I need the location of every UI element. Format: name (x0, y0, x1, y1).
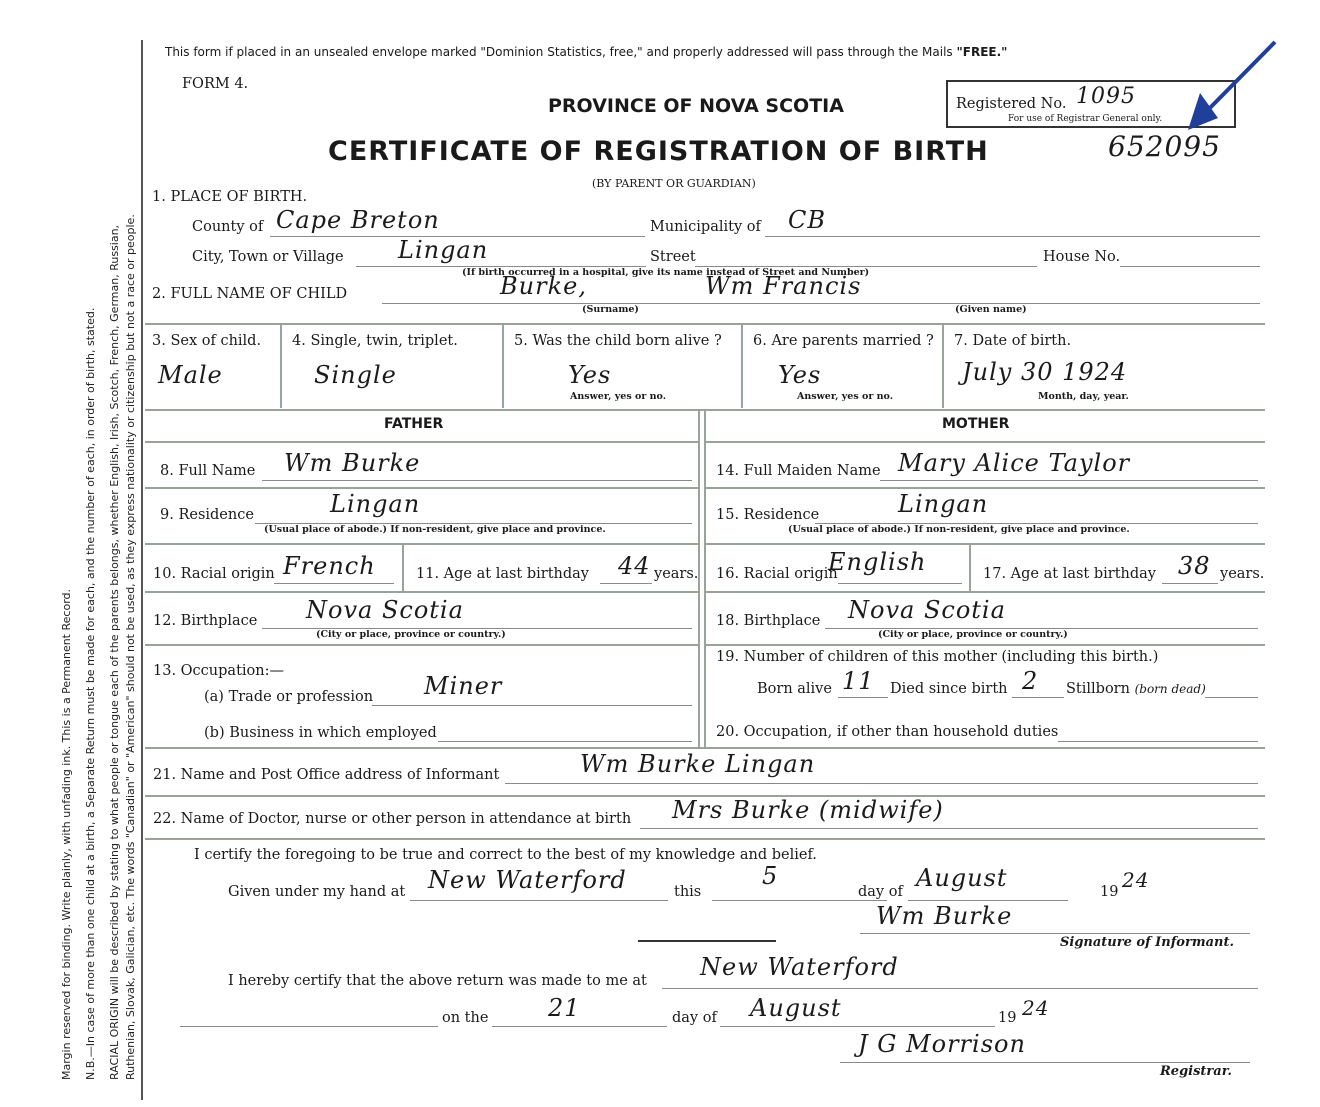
margin-note-racial-origin-cont: Ruthenian, Slovak, Galician, etc. The words "Canadian" or "American" should not be used, as they express nationality or citizenship but not a race or people. (124, 214, 137, 1080)
registrar-month-value: August (750, 994, 842, 1022)
father-business-label: (b) Business in which employed (204, 725, 437, 741)
this-label: this (674, 884, 702, 900)
municipality-label: Municipality of (650, 219, 761, 235)
mail-note (165, 45, 1007, 59)
mother-name-value: Mary Alice Taylor (898, 449, 1131, 477)
born-alive-count-value: 11 (842, 667, 875, 695)
sex-label: 3. Sex of child. (152, 333, 262, 349)
mother-birthplace-value: Nova Scotia (848, 596, 1006, 624)
county-value: Cape Breton (276, 206, 440, 234)
registered-number-label: Registered No. (956, 96, 1067, 112)
hospital-note: (If birth occurred in a hospital, give its name instead of Street and Number) (462, 267, 870, 278)
father-race-value: French (283, 552, 376, 580)
mother-years-label: years. (1220, 566, 1265, 582)
mother-children-label: 19. Number of children of this mother (including this birth.) (716, 649, 1159, 665)
registrar-year-value: 24 (1022, 996, 1050, 1020)
father-abode-caption: (Usual place of abode.) If non-resident, give place and province. (264, 524, 606, 535)
street-label: Street (650, 249, 696, 265)
father-name-value: Wm Burke (284, 449, 421, 477)
registered-number-value: 1095 (1076, 84, 1136, 109)
father-birthplace-caption: (City or place, province or country.) (316, 629, 506, 640)
mother-age-value: 38 (1178, 552, 1211, 580)
section-divider (638, 940, 776, 942)
child-surname-value: Burke, (500, 272, 587, 300)
father-age-label: 11. Age at last birthday (416, 566, 589, 582)
sex-value: Male (158, 361, 223, 389)
municipality-value: CB (788, 206, 826, 234)
child-name-label: 2. FULL NAME OF CHILD (152, 286, 348, 302)
given-caption: (Given name) (955, 304, 1027, 315)
registrar-day-value: 21 (548, 994, 581, 1022)
certify-statement: I certify the foregoing to be true and correct to the best of my knowledge and belief. (194, 847, 817, 863)
registrar-on-the-label: on the (442, 1010, 489, 1026)
certificate-title: CERTIFICATE OF REGISTRATION OF BIRTH (328, 136, 989, 167)
date-of-birth-label: 7. Date of birth. (954, 333, 1072, 349)
given-place-value: New Waterford (428, 866, 627, 894)
date-of-birth-caption: Month, day, year. (1038, 391, 1129, 402)
registrar-note: For use of Registrar General only. (1008, 114, 1163, 124)
stillborn-label (1066, 681, 1206, 697)
child-given-value: Wm Francis (705, 272, 862, 300)
margin-note-racial-origin: RACIAL ORIGIN will be described by stating to what people or tongue each of the parents belongs, whether English, Irish, Scotch, French, German, Russian, (108, 224, 121, 1080)
mother-abode-caption: (Usual place of abode.) If non-resident, give place and province. (788, 524, 1130, 535)
registrar-statement: I hereby certify that the above return was made to me at (228, 973, 647, 989)
mother-heading: MOTHER (942, 416, 1010, 432)
registrar-day-of-label: day of (672, 1010, 717, 1026)
answer-caption-married: Answer, yes or no. (797, 391, 894, 402)
mail-free-text: "FREE." (956, 45, 1008, 59)
father-occupation-label: 13. Occupation:— (153, 663, 284, 679)
surname-caption: (Surname) (582, 304, 639, 315)
stillborn-caption: (born dead) (1134, 682, 1206, 696)
father-trade-value: Miner (424, 672, 503, 700)
mother-residence-label: 15. Residence (716, 507, 820, 523)
mother-race-label: 16. Racial origin (716, 566, 838, 582)
doctor-label: 22. Name of Doctor, nurse or other person in attendance at birth (153, 811, 632, 827)
mail-note-text: This form if placed in an unsealed envelope marked "Dominion Statistics, free," and properly addressed will pass through the Mails (165, 45, 953, 59)
margin-note-multiple-births: N.B.—In case of more than one child at a birth, a Separate Return must be made for each, and the number of each, in order of birth, stated. (84, 307, 97, 1080)
informant-signature-caption: Signature of Informant. (1060, 935, 1234, 950)
given-day-value: 5 (762, 862, 779, 890)
registrar-signature-caption: Registrar. (1160, 1064, 1232, 1079)
mother-occupation-label: 20. Occupation, if other than household duties (716, 724, 1059, 740)
registrar-year-prefix: 19 (998, 1010, 1017, 1026)
province-heading: PROVINCE OF NOVA SCOTIA (548, 95, 844, 117)
county-label: County of (192, 219, 264, 235)
father-trade-label: (a) Trade or profession (204, 689, 374, 705)
father-birthplace-label: 12. Birthplace (153, 613, 258, 629)
certificate-subtitle: (BY PARENT OR GUARDIAN) (592, 177, 756, 190)
margin-note-binding: Margin reserved for binding. Write plainly, with unfading ink. This is a Permanent Record. (60, 589, 73, 1080)
informant-signature: Wm Burke (876, 902, 1013, 930)
born-alive-count-label: Born alive (757, 681, 832, 697)
margin-border (141, 40, 143, 1100)
father-race-label: 10. Racial origin (153, 566, 275, 582)
place-heading: 1. PLACE OF BIRTH. (152, 189, 308, 205)
house-number-label: House No. (1043, 249, 1121, 265)
given-day-of-label: day of (858, 884, 903, 900)
doctor-value: Mrs Burke (midwife) (672, 796, 944, 824)
given-month-value: August (916, 864, 1008, 892)
mother-name-label: 14. Full Maiden Name (716, 463, 881, 479)
given-under-label: Given under my hand at (228, 884, 406, 900)
father-heading: FATHER (384, 416, 444, 432)
stillborn-label-text: Stillborn (1066, 681, 1130, 697)
answer-caption-alive: Answer, yes or no. (570, 391, 667, 402)
died-since-birth-value: 2 (1022, 667, 1039, 695)
mother-residence-value: Lingan (898, 490, 989, 518)
born-alive-label: 5. Was the child born alive ? (514, 333, 722, 349)
father-birthplace-value: Nova Scotia (306, 596, 464, 624)
given-year-value: 24 (1122, 868, 1150, 892)
registrar-place-value: New Waterford (700, 953, 899, 981)
mother-race-value: English (828, 548, 927, 576)
father-residence-label: 9. Residence (160, 507, 254, 523)
parents-married-value: Yes (778, 361, 822, 389)
parents-married-label: 6. Are parents married ? (753, 333, 934, 349)
city-value: Lingan (398, 236, 489, 264)
born-alive-value: Yes (568, 361, 612, 389)
father-years-label: years. (654, 566, 699, 582)
city-label: City, Town or Village (192, 249, 344, 265)
check-arrow-icon (1170, 38, 1280, 138)
single-value: Single (314, 361, 397, 389)
died-since-birth-label: Died since birth (890, 681, 1008, 697)
father-residence-value: Lingan (330, 490, 421, 518)
mother-age-label: 17. Age at last birthday (983, 566, 1156, 582)
mother-birthplace-label: 18. Birthplace (716, 613, 821, 629)
single-label: 4. Single, twin, triplet. (292, 333, 458, 349)
mother-birthplace-caption: (City or place, province or country.) (878, 629, 1068, 640)
form-number: FORM 4. (182, 76, 249, 92)
informant-value: Wm Burke Lingan (580, 750, 816, 778)
binding-margin (0, 0, 142, 1107)
informant-label: 21. Name and Post Office address of Informant (153, 767, 500, 783)
date-of-birth-value: July 30 1924 (962, 358, 1128, 386)
handwritten-number: 652095 (1108, 130, 1221, 163)
registrar-signature: J G Morrison (858, 1030, 1026, 1058)
father-age-value: 44 (618, 552, 651, 580)
given-year-prefix: 19 (1100, 884, 1119, 900)
father-name-label: 8. Full Name (160, 463, 256, 479)
